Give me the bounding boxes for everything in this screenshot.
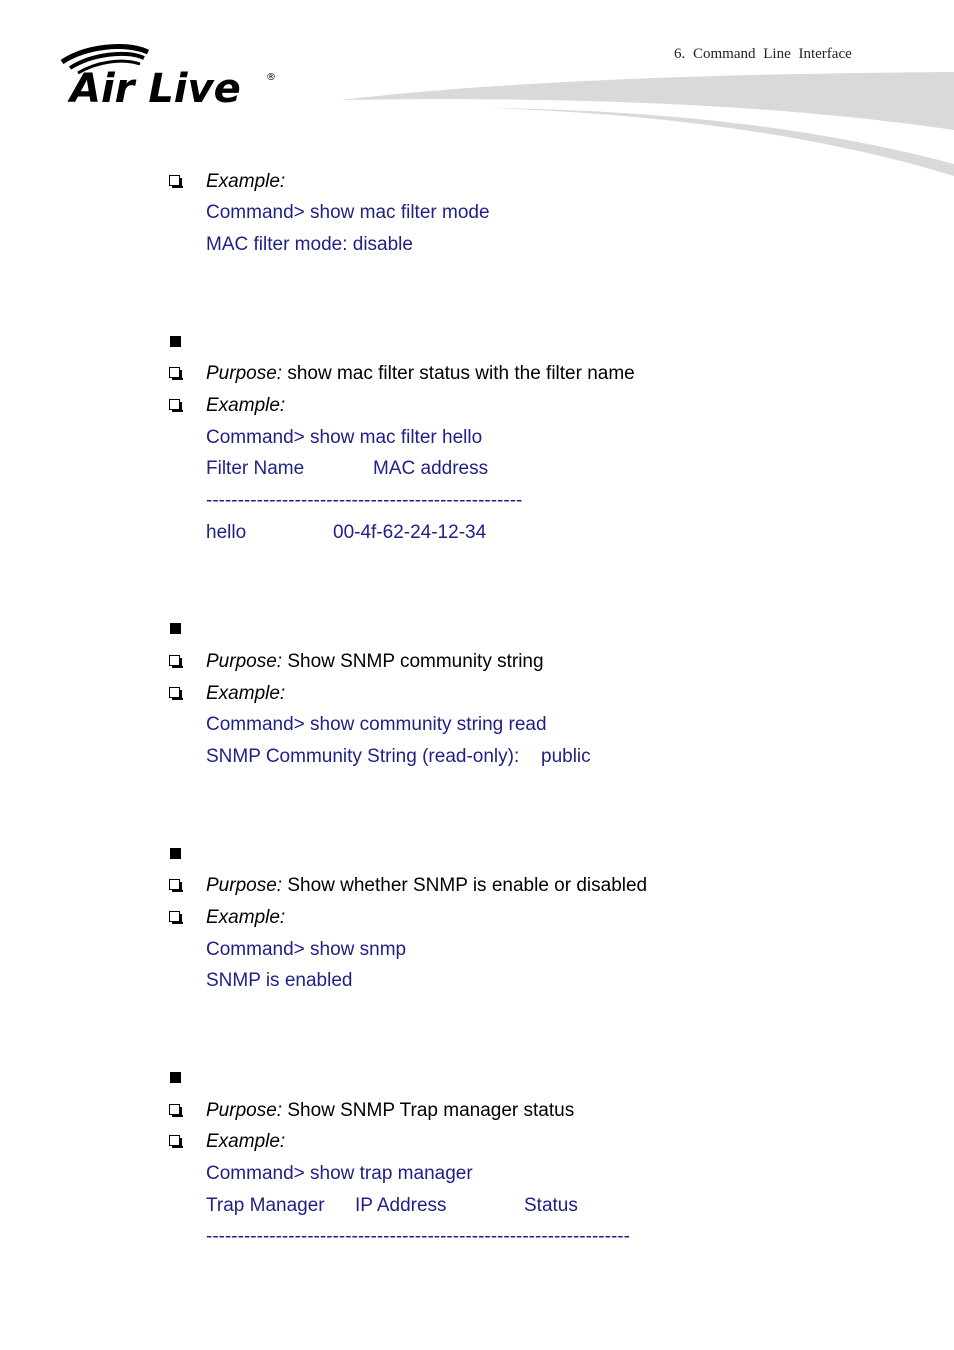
checkbox-bullet: [169, 1135, 180, 1146]
command-line: Command> show community string read: [206, 714, 547, 735]
chapter-title: 6. Command Line Interface: [674, 46, 852, 62]
table-cell-filter-name: hello: [206, 522, 247, 543]
header-swoosh-graphic: [340, 66, 954, 182]
table-cell-mac-address: 00-4f-62-24-12-34: [333, 522, 487, 543]
table-header-ip-address: IP Address: [355, 1195, 447, 1216]
purpose-text: Show whether SNMP is enable or disabled: [282, 875, 648, 896]
table-divider: --------------------------------------------------: [206, 490, 523, 511]
checkbox-bullet: [169, 399, 180, 410]
checkbox-bullet: [169, 655, 180, 666]
checkbox-bullet: [169, 687, 180, 698]
example-label: Example:: [206, 395, 286, 416]
purpose-label: Purpose:: [206, 875, 283, 896]
example-label: Example:: [206, 1131, 286, 1152]
svg-text:®: ®: [266, 72, 276, 83]
table-header-trap-manager: Trap Manager: [206, 1195, 325, 1216]
section-bullet: [170, 1072, 181, 1083]
checkbox-bullet: [169, 911, 180, 922]
purpose-text: Show SNMP community string: [282, 651, 544, 672]
example-label: Example:: [206, 683, 286, 704]
purpose-label: Purpose:: [206, 651, 283, 672]
checkbox-bullet: [169, 367, 180, 378]
purpose-line: [206, 363, 635, 385]
output-label: SNMP Community String (read-only):: [206, 746, 520, 767]
example-label: Example:: [206, 907, 286, 928]
table-header-status: Status: [524, 1195, 578, 1216]
checkbox-bullet: [169, 879, 180, 890]
section-bullet: [170, 848, 181, 859]
command-output: SNMP is enabled: [206, 970, 353, 991]
airlive-logo: [56, 40, 286, 110]
command-line: Command> show snmp: [206, 939, 407, 960]
table-divider: -------------------------------------------------------------------: [206, 1226, 630, 1247]
example-label: Example:: [206, 171, 286, 192]
section-bullet: [170, 623, 181, 634]
output-value: public: [541, 746, 591, 767]
purpose-line: [206, 875, 647, 897]
command-line: Command> show trap manager: [206, 1163, 473, 1184]
table-header-mac-address: MAC address: [373, 458, 489, 479]
checkbox-bullet: [169, 1104, 180, 1115]
purpose-line: [206, 651, 544, 673]
command-line: Command> show mac filter hello: [206, 427, 483, 448]
table-header-filter-name: Filter Name: [206, 458, 305, 479]
purpose-label: Purpose:: [206, 363, 283, 384]
svg-text:Air Live: Air Live: [70, 66, 241, 110]
purpose-text: show mac filter status with the filter name: [282, 363, 635, 384]
purpose-line: [206, 1100, 574, 1122]
section-bullet: [170, 336, 181, 347]
command-output: MAC filter mode: disable: [206, 234, 413, 255]
purpose-label: Purpose:: [206, 1100, 283, 1121]
checkbox-bullet: [169, 175, 180, 186]
command-line: Command> show mac filter mode: [206, 202, 490, 223]
purpose-text: Show SNMP Trap manager status: [282, 1100, 575, 1121]
